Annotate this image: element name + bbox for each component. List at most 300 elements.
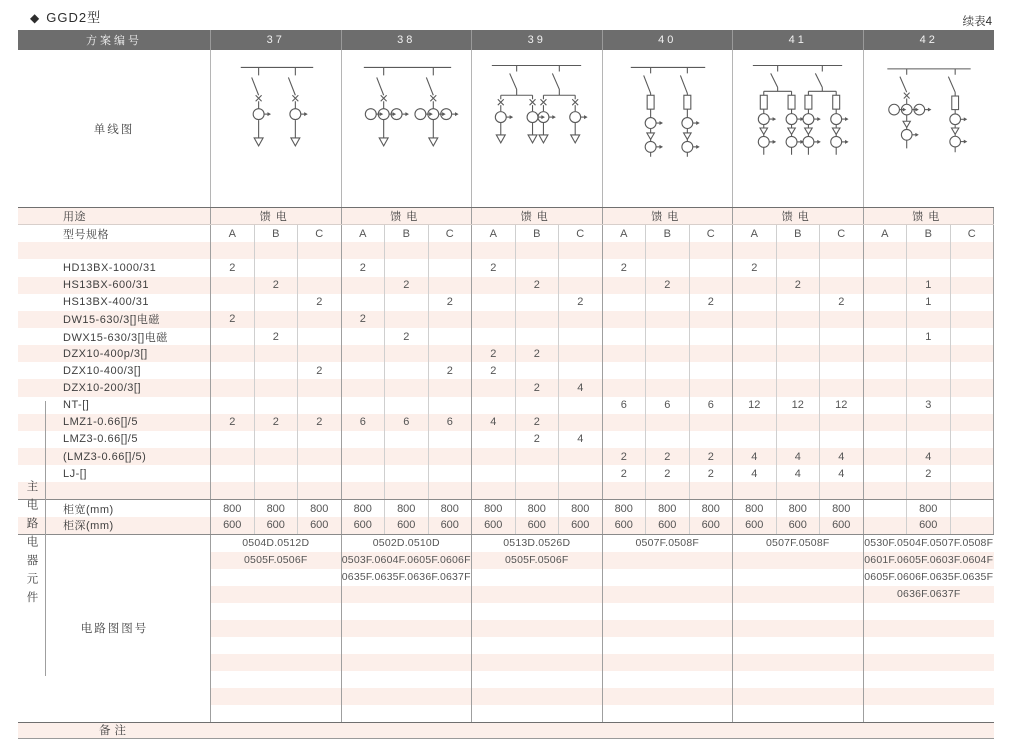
circuit-code-cell	[733, 705, 864, 722]
component-row	[18, 379, 994, 396]
component-value	[429, 397, 473, 414]
single-line-diagram-38	[342, 50, 473, 207]
circuit-label-spacer	[18, 552, 211, 569]
side-label-divider	[45, 401, 46, 676]
circuit-code-row	[18, 586, 994, 603]
component-value	[951, 362, 995, 379]
usage-value: 馈电	[342, 208, 473, 224]
component-value	[472, 465, 516, 482]
phase-header: B	[516, 225, 560, 242]
usage-value: 馈电	[211, 208, 342, 224]
circuit-code-row	[18, 671, 994, 688]
component-value	[864, 259, 908, 276]
component-value	[385, 259, 429, 276]
empty-cell	[429, 482, 473, 499]
circuit-code-cell	[733, 569, 864, 586]
component-value: 2	[516, 379, 560, 396]
component-value	[385, 397, 429, 414]
circuit-code-cell	[211, 637, 342, 654]
component-value: 2	[646, 448, 690, 465]
dimension-value: 600	[516, 517, 560, 534]
component-value	[516, 259, 560, 276]
circuit-code-row	[18, 535, 994, 552]
component-value: 2	[429, 362, 473, 379]
component-value	[298, 311, 342, 328]
component-value	[211, 448, 255, 465]
component-value	[342, 448, 386, 465]
component-value: 6	[603, 397, 647, 414]
component-value	[342, 328, 386, 345]
dimension-value: 600	[342, 517, 386, 534]
dimension-row	[18, 517, 994, 534]
component-value	[864, 414, 908, 431]
component-value	[646, 259, 690, 276]
component-name: DZX10-400p/3[]	[18, 345, 211, 362]
component-value	[255, 397, 299, 414]
circuit-code-cell	[472, 671, 603, 688]
table-header-row	[18, 30, 994, 50]
circuit-label-spacer	[18, 586, 211, 603]
scheme-col-37: 37	[211, 30, 342, 50]
component-value: 2	[690, 294, 734, 311]
dimension-value: 800	[777, 500, 821, 517]
component-value	[211, 294, 255, 311]
component-name: LMZ3-0.66[]/5	[18, 431, 211, 448]
remarks-row	[18, 722, 994, 740]
component-value: 2	[690, 448, 734, 465]
component-value	[603, 277, 647, 294]
dimension-value: 800	[385, 500, 429, 517]
dimension-value: 600	[733, 517, 777, 534]
component-value	[820, 277, 864, 294]
continuation-label: 续表4	[962, 16, 992, 28]
circuit-code-cell	[733, 688, 864, 705]
component-value: 2	[516, 414, 560, 431]
component-value	[907, 259, 951, 276]
circuit-code-cell	[603, 688, 734, 705]
component-value	[951, 397, 995, 414]
component-value	[472, 311, 516, 328]
dimension-value: 800	[472, 500, 516, 517]
component-value	[429, 379, 473, 396]
component-value	[211, 397, 255, 414]
component-value	[385, 465, 429, 482]
component-value	[255, 311, 299, 328]
component-value: 6	[385, 414, 429, 431]
dimension-value: 800	[907, 500, 951, 517]
component-value	[255, 362, 299, 379]
page-title: ◆ GGD2型	[30, 10, 102, 25]
single-line-diagram-label: 单线图	[18, 50, 211, 207]
circuit-code-cell: 0503F.0604F.0605F.0606F	[342, 552, 473, 569]
component-value	[472, 277, 516, 294]
component-row	[18, 465, 994, 482]
circuit-code-cell	[472, 637, 603, 654]
component-value	[690, 328, 734, 345]
component-value	[951, 448, 995, 465]
component-value	[298, 397, 342, 414]
empty-cell	[385, 482, 429, 499]
component-value	[864, 328, 908, 345]
empty-cell	[298, 482, 342, 499]
circuit-code-cell	[864, 654, 995, 671]
usage-value: 馈电	[472, 208, 603, 224]
component-value	[211, 465, 255, 482]
circuit-code-row	[18, 705, 994, 722]
empty-cell	[559, 482, 603, 499]
scheme-col-40: 40	[603, 30, 734, 50]
empty-cell	[342, 482, 386, 499]
circuit-code-cell	[211, 569, 342, 586]
component-value	[951, 379, 995, 396]
circuit-code-cell	[864, 705, 995, 722]
circuit-code-cell: 0505F.0506F	[211, 552, 342, 569]
circuit-code-cell	[472, 586, 603, 603]
component-value	[603, 328, 647, 345]
empty-cell	[864, 242, 908, 259]
component-value: 2	[603, 448, 647, 465]
component-value	[907, 311, 951, 328]
dimension-rows	[18, 499, 994, 533]
component-value	[603, 311, 647, 328]
component-value	[298, 465, 342, 482]
component-value	[907, 431, 951, 448]
component-value: 4	[907, 448, 951, 465]
component-value	[864, 397, 908, 414]
circuit-code-cell	[733, 654, 864, 671]
component-row	[18, 448, 994, 465]
dimension-value: 800	[429, 500, 473, 517]
component-value	[733, 431, 777, 448]
circuit-code-cell	[211, 586, 342, 603]
component-value: 2	[298, 414, 342, 431]
component-value: 2	[211, 259, 255, 276]
component-value: 2	[516, 345, 560, 362]
component-row	[18, 397, 994, 414]
component-value	[864, 311, 908, 328]
component-value	[472, 328, 516, 345]
component-value	[690, 277, 734, 294]
dimension-row	[18, 500, 994, 517]
circuit-code-cell	[864, 688, 995, 705]
component-value	[777, 414, 821, 431]
circuit-code-cell	[472, 688, 603, 705]
empty-row-bottom	[18, 482, 994, 499]
component-value: 1	[907, 294, 951, 311]
dimension-value	[864, 517, 908, 534]
component-value	[472, 379, 516, 396]
component-value	[690, 431, 734, 448]
empty-cell	[820, 242, 864, 259]
component-value: 2	[472, 259, 516, 276]
empty-cell	[951, 482, 995, 499]
component-value	[777, 379, 821, 396]
component-value: 2	[646, 277, 690, 294]
circuit-code-cell	[603, 705, 734, 722]
circuit-code-rows	[18, 535, 994, 722]
component-value	[211, 328, 255, 345]
component-value	[864, 431, 908, 448]
circuit-code-cell	[342, 603, 473, 620]
component-value	[777, 345, 821, 362]
dimension-value: 600	[603, 517, 647, 534]
empty-cell	[646, 242, 690, 259]
component-value	[646, 362, 690, 379]
dimension-value: 600	[820, 517, 864, 534]
component-name: LJ-[]	[18, 465, 211, 482]
empty-label	[18, 482, 211, 499]
circuit-code-cell	[211, 671, 342, 688]
dimension-value: 800	[559, 500, 603, 517]
circuit-code-cell	[603, 637, 734, 654]
circuit-label-spacer	[18, 671, 211, 688]
scheme-table	[18, 30, 994, 739]
component-value	[733, 345, 777, 362]
usage-label: 用途	[18, 208, 211, 224]
circuit-code-cell	[211, 603, 342, 620]
component-value	[255, 259, 299, 276]
circuit-code-row	[18, 654, 994, 671]
component-row	[18, 362, 994, 379]
component-value	[429, 345, 473, 362]
circuit-code-cell	[733, 603, 864, 620]
component-value	[211, 345, 255, 362]
component-value: 2	[298, 362, 342, 379]
circuit-code-label: 电路图图号	[80, 623, 149, 636]
component-value	[516, 465, 560, 482]
component-value: 4	[472, 414, 516, 431]
component-value	[820, 362, 864, 379]
component-value: 2	[733, 259, 777, 276]
usage-value: 馈电	[733, 208, 864, 224]
component-value	[385, 448, 429, 465]
component-value: 12	[820, 397, 864, 414]
component-row	[18, 259, 994, 276]
component-row	[18, 328, 994, 345]
circuit-code-cell	[211, 705, 342, 722]
single-line-diagram-39	[472, 50, 603, 207]
component-value	[603, 379, 647, 396]
component-value	[603, 345, 647, 362]
component-value	[690, 311, 734, 328]
circuit-code-row	[18, 688, 994, 705]
component-value: 2	[255, 328, 299, 345]
component-value	[777, 259, 821, 276]
component-value	[255, 448, 299, 465]
component-value	[951, 259, 995, 276]
component-value	[777, 362, 821, 379]
empty-cell	[733, 482, 777, 499]
component-value	[559, 362, 603, 379]
dimension-value: 600	[907, 517, 951, 534]
component-value: 4	[777, 448, 821, 465]
circuit-code-cell	[733, 552, 864, 569]
circuit-code-cell	[733, 620, 864, 637]
phase-header: B	[907, 225, 951, 242]
component-value	[603, 294, 647, 311]
circuit-code-cell	[342, 688, 473, 705]
component-value	[559, 259, 603, 276]
dimension-value: 600	[298, 517, 342, 534]
circuit-code-cell	[603, 671, 734, 688]
component-value	[516, 294, 560, 311]
component-value: 2	[255, 277, 299, 294]
component-value: 2	[211, 414, 255, 431]
scheme-col-42: 42	[919, 34, 938, 46]
component-value	[646, 294, 690, 311]
component-value	[472, 397, 516, 414]
component-value	[820, 259, 864, 276]
component-value	[342, 294, 386, 311]
component-value	[429, 311, 473, 328]
circuit-code-cell	[472, 603, 603, 620]
empty-cell	[211, 242, 255, 259]
component-value	[255, 431, 299, 448]
empty-cell	[342, 242, 386, 259]
circuit-code-cell: 0605F.0606F.0635F.0635F	[864, 571, 994, 584]
phase-header: A	[733, 225, 777, 242]
component-name: NT-[]	[18, 397, 211, 414]
circuit-code-row	[18, 620, 994, 637]
component-row	[18, 294, 994, 311]
circuit-code-cell	[864, 603, 995, 620]
dimension-value: 600	[690, 517, 734, 534]
component-value	[951, 345, 995, 362]
circuit-code-cell	[472, 569, 603, 586]
circuit-code-cell	[342, 620, 473, 637]
component-value	[472, 294, 516, 311]
component-value	[298, 328, 342, 345]
circuit-code-cell	[342, 654, 473, 671]
single-line-diagram-41	[733, 50, 864, 207]
empty-cell	[907, 482, 951, 499]
circuit-code-cell: 0502D.0510D	[342, 535, 473, 552]
component-value	[777, 431, 821, 448]
phase-header: C	[298, 225, 342, 242]
circuit-code-cell: 0505F.0506F	[472, 552, 603, 569]
circuit-label-spacer	[18, 620, 211, 637]
phase-header: B	[777, 225, 821, 242]
component-value	[690, 379, 734, 396]
component-value	[298, 448, 342, 465]
phase-header: C	[429, 225, 473, 242]
scheme-col-41: 41	[733, 30, 864, 50]
single-line-diagram-42	[864, 50, 995, 207]
component-value: 2	[472, 345, 516, 362]
component-value: 2	[516, 431, 560, 448]
component-value	[429, 431, 473, 448]
component-value	[907, 414, 951, 431]
component-value: 2	[603, 465, 647, 482]
circuit-code-cell	[342, 705, 473, 722]
phase-header: C	[951, 225, 995, 242]
circuit-code-cell	[603, 569, 734, 586]
component-row	[18, 431, 994, 448]
dimension-value	[951, 517, 995, 534]
component-value	[298, 379, 342, 396]
component-table-area	[18, 207, 994, 499]
dimension-label: 柜宽(mm)	[18, 500, 211, 517]
component-value: 2	[820, 294, 864, 311]
component-name: DWX15-630/3[]电磁	[18, 328, 211, 345]
circuit-code-row	[18, 603, 994, 620]
component-value	[603, 414, 647, 431]
component-name: HS13BX-600/31	[18, 277, 211, 294]
dimension-value: 600	[385, 517, 429, 534]
dimension-value: 800	[298, 500, 342, 517]
component-value	[646, 414, 690, 431]
component-value	[385, 362, 429, 379]
spec-row	[18, 225, 994, 242]
component-value	[733, 294, 777, 311]
component-value: 2	[777, 277, 821, 294]
dimension-value	[951, 500, 995, 517]
main-circuit-components-side-label: 主电路电器元件	[25, 480, 38, 610]
component-value	[342, 397, 386, 414]
phase-header: A	[472, 225, 516, 242]
empty-cell	[516, 482, 560, 499]
component-value	[472, 448, 516, 465]
dimension-value: 600	[559, 517, 603, 534]
usage-value: 馈电	[864, 208, 995, 224]
circuit-code-cell	[603, 620, 734, 637]
dimension-value: 800	[516, 500, 560, 517]
circuit-code-row	[18, 569, 994, 586]
component-value: 4	[820, 448, 864, 465]
component-value	[603, 431, 647, 448]
component-value: 2	[342, 259, 386, 276]
empty-cell	[951, 242, 995, 259]
circuit-code-cell: 0507F.0508F	[603, 535, 734, 552]
empty-cell	[472, 482, 516, 499]
component-value	[864, 277, 908, 294]
component-value	[733, 414, 777, 431]
component-value	[516, 397, 560, 414]
single-line-diagram-37	[211, 50, 342, 207]
component-value	[733, 362, 777, 379]
phase-header: B	[255, 225, 299, 242]
component-value	[951, 414, 995, 431]
diamond-bullet-icon: ◆	[30, 11, 41, 25]
phase-header: C	[820, 225, 864, 242]
circuit-code-cell	[603, 654, 734, 671]
component-value	[646, 345, 690, 362]
empty-cell	[472, 242, 516, 259]
circuit-code-cell	[211, 654, 342, 671]
component-name: (LMZ3-0.66[]/5)	[18, 448, 211, 465]
component-value: 2	[211, 311, 255, 328]
component-value	[820, 311, 864, 328]
empty-cell	[255, 242, 299, 259]
component-value	[559, 277, 603, 294]
usage-row	[18, 208, 994, 225]
circuit-label-spacer	[18, 637, 211, 654]
component-value	[429, 465, 473, 482]
component-value: 12	[777, 397, 821, 414]
component-value	[777, 294, 821, 311]
component-value	[907, 379, 951, 396]
component-value	[646, 379, 690, 396]
circuit-code-cell: 0513D.0526D	[472, 535, 603, 552]
component-value	[864, 294, 908, 311]
component-value	[255, 345, 299, 362]
component-value	[211, 431, 255, 448]
circuit-code-block	[18, 534, 994, 722]
component-value	[733, 379, 777, 396]
component-value: 2	[385, 328, 429, 345]
component-value: 6	[690, 397, 734, 414]
component-name: LMZ1-0.66[]/5	[18, 414, 211, 431]
